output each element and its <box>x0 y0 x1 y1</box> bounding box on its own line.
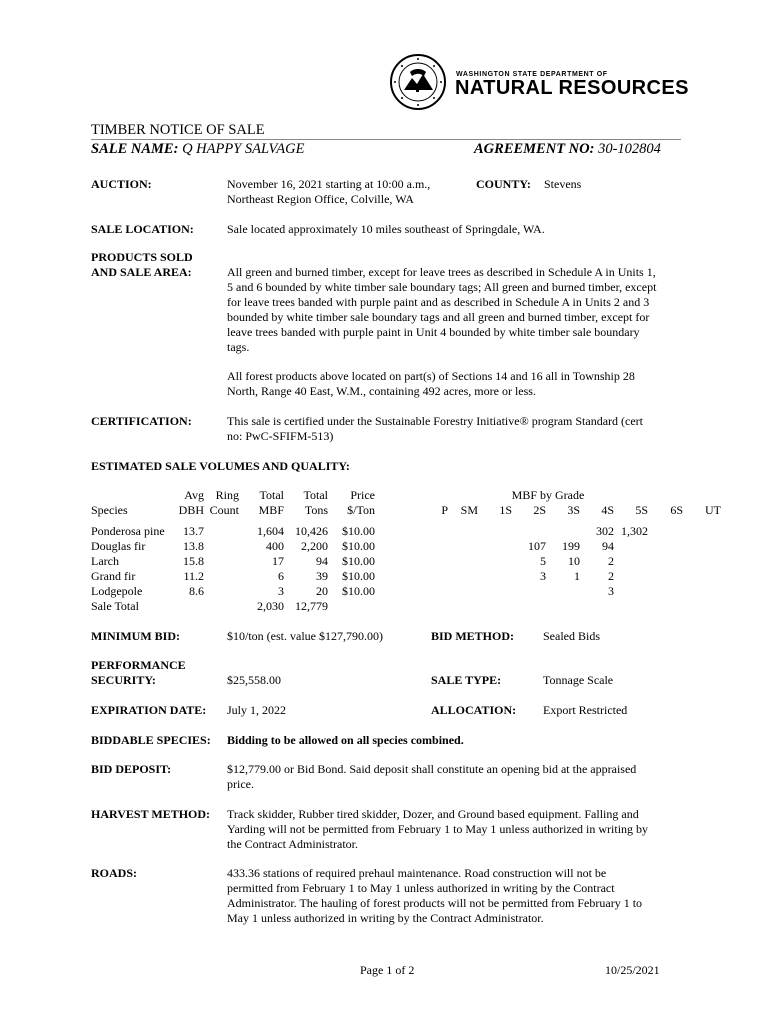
volume-cell-s5 <box>614 554 648 569</box>
sale-name-label: SALE NAME: <box>91 141 179 157</box>
volume-cell-count <box>204 554 239 569</box>
volume-cell-s5 <box>614 584 648 599</box>
volume-cell-p <box>375 569 448 584</box>
certification-text <box>227 414 677 444</box>
products-description <box>227 265 677 355</box>
harvest-method-label: HARVEST METHOD: <box>91 807 211 821</box>
volume-row <box>91 539 721 554</box>
volume-cell-dbh: 13.8 <box>183 539 204 553</box>
volume-cell-s3 <box>546 524 580 539</box>
volume-cell-s2 <box>512 584 546 599</box>
volumes-table-body <box>91 524 721 614</box>
title-divider <box>91 139 681 140</box>
volume-cell-s1 <box>478 569 512 584</box>
volume-cell-s4: 2 <box>608 554 614 568</box>
volume-cell-s6 <box>648 554 683 569</box>
page-number: Page 1 of 2 <box>360 963 415 977</box>
volume-row <box>91 554 721 569</box>
county-value: Stevens <box>544 177 582 191</box>
volume-cell-s3 <box>546 599 580 614</box>
volume-cell-s2 <box>512 524 546 539</box>
volume-cell-ut <box>683 584 721 599</box>
volume-cell-s4: 302 <box>596 524 614 538</box>
volume-cell-s1 <box>478 554 512 569</box>
col-header-species: Species <box>91 503 128 517</box>
volume-cell-mbf: 3 <box>278 584 284 598</box>
col-header-2s: 2S <box>533 503 546 517</box>
col-header-price: Price <box>350 488 375 502</box>
products-line: All green and burned timber, except for leave trees as described in Schedule A in Units 1, <box>227 265 656 279</box>
volumes-header-row-2 <box>91 503 721 518</box>
certification-line: This sale is certified under the Sustainable Forestry Initiative® program Standard (cert <box>227 414 643 428</box>
volume-cell-s3 <box>546 584 580 599</box>
volume-cell-s6 <box>648 539 683 554</box>
volume-cell-dbh: 11.2 <box>183 569 204 583</box>
volume-cell-s2: 107 <box>528 539 546 553</box>
bid-method-label: BID METHOD: <box>431 629 515 643</box>
products-line: for leave trees banded with purple paint and as described in Schedule A in Units 2 and 3 <box>227 295 650 309</box>
products-line: 5 and 6 bounded by white timber sale boundary tags; All green and burned timber, except <box>227 280 657 294</box>
footer-date: 10/25/2021 <box>605 963 660 977</box>
products-line: tags. <box>227 340 250 354</box>
volume-cell-s5: 1,302 <box>621 524 648 538</box>
col-header-mbf-by-grade: MBF by Grade <box>511 488 585 502</box>
volume-cell-s4 <box>580 599 614 614</box>
dnr-seal-logo <box>390 54 446 110</box>
harvest-line: Yarding will not be permitted from February 1 to May 1 unless authorized in writing by <box>227 822 649 836</box>
products-label-line-2: AND SALE AREA: <box>91 265 192 279</box>
volume-cell-dbh: 8.6 <box>189 584 204 598</box>
volume-row <box>91 569 721 584</box>
volume-cell-p <box>375 539 448 554</box>
volume-cell-ut <box>683 554 721 569</box>
col-header-sm: SM <box>460 503 478 517</box>
volume-cell-s1 <box>478 539 512 554</box>
roads-line: May 1 unless authorized in writing by the Contract Administrator. <box>227 911 544 925</box>
col-header-avg: Avg <box>184 488 204 502</box>
col-header-ring: Ring <box>215 488 239 502</box>
volume-cell-p <box>375 599 448 614</box>
roads-text <box>227 866 677 926</box>
biddable-species-value: Bidding to be allowed on all species combined. <box>227 733 464 747</box>
sale-location-label: SALE LOCATION: <box>91 222 194 236</box>
sale-name-value: Q HAPPY SALVAGE <box>182 141 305 157</box>
products-line: leave trees banded with purple paint in Unit 4 bounded by white timber sale boundary <box>227 325 640 339</box>
allocation-value: Export Restricted <box>543 703 628 717</box>
volume-cell-p <box>375 554 448 569</box>
sale-name-line <box>91 141 305 158</box>
agreement-line <box>474 141 661 158</box>
auction-label: AUCTION: <box>91 177 152 191</box>
col-header-6s: 6S <box>670 503 683 517</box>
col-header-1s: 1S <box>499 503 512 517</box>
volume-cell-s3: 1 <box>574 569 580 583</box>
sale-location-text: Sale located approximately 10 miles southeast of Springdale, WA. <box>227 222 545 236</box>
col-header-total-tons: Total <box>303 488 328 502</box>
volumes-header-row-1 <box>91 488 721 503</box>
col-header-ut: UT <box>705 503 721 517</box>
biddable-species-label: BIDDABLE SPECIES: <box>91 733 211 747</box>
harvest-line: Track skidder, Rubber tired skidder, Dozer, and Ground based equipment. Falling and <box>227 807 639 821</box>
volume-cell-price <box>328 599 375 614</box>
col-header-4s: 4S <box>601 503 614 517</box>
products-location <box>227 369 677 399</box>
volume-cell-p <box>375 524 448 539</box>
products-label <box>91 250 193 280</box>
volume-cell-sm <box>448 524 478 539</box>
bid-deposit-label: BID DEPOSIT: <box>91 762 172 776</box>
volume-cell-count <box>204 569 239 584</box>
roads-label: ROADS: <box>91 866 138 880</box>
volume-cell-sm <box>448 539 478 554</box>
volume-cell-s4: 94 <box>602 539 614 553</box>
volume-cell-tons: 39 <box>316 569 328 583</box>
volume-cell-s2: 5 <box>540 554 546 568</box>
certification-line: no: PwC-SFIFM-513) <box>227 429 334 443</box>
roads-line: Administrator. The hauling of forest products will not be permitted from February 1 to <box>227 896 643 910</box>
products-label-line-1: PRODUCTS SOLD <box>91 250 193 264</box>
volume-cell-mbf: 1,604 <box>257 524 284 538</box>
volume-cell-dbh: 13.7 <box>183 524 204 538</box>
volume-cell-tons: 12,779 <box>295 599 328 613</box>
volume-cell-count <box>204 524 239 539</box>
sale-type-label: SALE TYPE: <box>431 673 502 687</box>
roads-line: permitted from February 1 to May 1 unless authorized in writing by the Contract <box>227 881 615 895</box>
volume-cell-s3: 10 <box>568 554 580 568</box>
agreement-number: 30-102804 <box>598 141 661 157</box>
volume-cell-species: Douglas fir <box>91 539 146 553</box>
products-location-line: North, Range 40 East, W.M., containing 492 acres, more or less. <box>227 384 536 398</box>
agency-name-large: NATURAL RESOURCES <box>455 77 689 99</box>
volume-cell-s6 <box>648 524 683 539</box>
col-header-3s: 3S <box>567 503 580 517</box>
performance-label-line-2: SECURITY: <box>91 673 156 687</box>
agency-name-small: WASHINGTON STATE DEPARTMENT OF <box>456 71 608 78</box>
volume-cell-sm <box>448 554 478 569</box>
volume-cell-s5 <box>614 599 648 614</box>
volume-cell-price: $10.00 <box>342 569 375 583</box>
volumes-heading: ESTIMATED SALE VOLUMES AND QUALITY: <box>91 459 350 473</box>
volume-cell-price: $10.00 <box>342 539 375 553</box>
performance-security-label <box>91 658 186 688</box>
volume-row <box>91 599 721 614</box>
volume-cell-s2: 3 <box>540 569 546 583</box>
volume-cell-sm <box>448 599 478 614</box>
volume-cell-ut <box>683 569 721 584</box>
volume-cell-species: Larch <box>91 554 119 568</box>
volume-cell-tons: 20 <box>316 584 328 598</box>
volume-cell-s6 <box>648 599 683 614</box>
col-header-dbh: DBH <box>178 503 204 517</box>
col-header-total-mbf: Total <box>259 488 284 502</box>
volume-cell-species: Ponderosa pine <box>91 524 165 538</box>
volume-cell-count <box>204 584 239 599</box>
volume-cell-tons: 10,426 <box>295 524 328 538</box>
volume-cell-count <box>204 539 239 554</box>
roads-line: 433.36 stations of required prehaul maintenance. Road construction will not be <box>227 866 607 880</box>
volume-cell-mbf: 17 <box>272 554 284 568</box>
volume-cell-s2 <box>512 599 546 614</box>
col-header-mbf: MBF <box>258 503 284 517</box>
volume-cell-price: $10.00 <box>342 584 375 598</box>
products-location-line: All forest products above located on part(s) of Sections 14 and 16 all in Township 28 <box>227 369 635 383</box>
expiration-label: EXPIRATION DATE: <box>91 703 207 717</box>
volume-cell-ut <box>683 524 721 539</box>
volume-cell-price: $10.00 <box>342 524 375 538</box>
volume-cell-tons: 2,200 <box>301 539 328 553</box>
volume-cell-s1 <box>478 524 512 539</box>
county-label: COUNTY: <box>476 177 531 191</box>
volume-cell-mbf: 6 <box>278 569 284 583</box>
volume-cell-s1 <box>478 584 512 599</box>
col-header-5s: 5S <box>635 503 648 517</box>
volume-cell-dbh: 15.8 <box>183 554 204 568</box>
volume-row <box>91 584 721 599</box>
volume-cell-s5 <box>614 569 648 584</box>
products-line: bounded by white timber sale boundary tags and all green and burned timber, except for <box>227 310 650 324</box>
auction-line-1: November 16, 2021 starting at 10:00 a.m., <box>227 177 431 191</box>
volume-cell-dbh <box>174 599 204 614</box>
volume-cell-species: Sale Total <box>91 599 139 613</box>
volume-cell-mbf: 400 <box>266 539 284 553</box>
minimum-bid-value: $10/ton (est. value $127,790.00) <box>227 629 383 643</box>
bid-deposit-text <box>227 762 677 792</box>
bid-deposit-line: price. <box>227 777 254 791</box>
volume-row <box>91 524 721 539</box>
auction-details <box>227 177 430 207</box>
volume-cell-s3: 199 <box>562 539 580 553</box>
expiration-value: July 1, 2022 <box>227 703 287 717</box>
col-header-count: Count <box>209 503 239 517</box>
volume-cell-tons: 94 <box>316 554 328 568</box>
volume-cell-s6 <box>648 584 683 599</box>
volume-cell-ut <box>683 599 721 614</box>
volume-cell-s4: 2 <box>608 569 614 583</box>
harvest-method-text <box>227 807 677 852</box>
volume-cell-sm <box>448 584 478 599</box>
volume-cell-count <box>204 599 239 614</box>
volume-cell-sm <box>448 569 478 584</box>
agreement-label: AGREEMENT NO: <box>474 141 595 157</box>
performance-label-line-1: PERFORMANCE <box>91 658 186 672</box>
volume-cell-mbf: 2,030 <box>257 599 284 613</box>
volume-cell-s6 <box>648 569 683 584</box>
volume-cell-s5 <box>614 539 648 554</box>
document-title: TIMBER NOTICE OF SALE <box>91 122 265 138</box>
volume-cell-s4: 3 <box>608 584 614 598</box>
harvest-line: the Contract Administrator. <box>227 837 358 851</box>
bid-method-value: Sealed Bids <box>543 629 600 643</box>
certification-label: CERTIFICATION: <box>91 414 192 428</box>
bid-deposit-line: $12,779.00 or Bid Bond. Said deposit shall constitute an opening bid at the appraised <box>227 762 637 776</box>
allocation-label: ALLOCATION: <box>431 703 517 717</box>
volume-cell-ut <box>683 539 721 554</box>
sale-type-value: Tonnage Scale <box>543 673 614 687</box>
col-header-p: P <box>441 503 448 517</box>
volume-cell-species: Grand fir <box>91 569 136 583</box>
auction-line-2: Northeast Region Office, Colville, WA <box>227 192 414 206</box>
volume-cell-s1 <box>478 599 512 614</box>
col-header-per-ton: $/Ton <box>347 503 375 517</box>
performance-security-value: $25,558.00 <box>227 673 281 687</box>
volumes-table <box>91 488 721 614</box>
volume-cell-price: $10.00 <box>342 554 375 568</box>
col-header-tons: Tons <box>304 503 328 517</box>
volume-cell-p <box>375 584 448 599</box>
minimum-bid-label: MINIMUM BID: <box>91 629 180 643</box>
volume-cell-species: Lodgepole <box>91 584 143 598</box>
